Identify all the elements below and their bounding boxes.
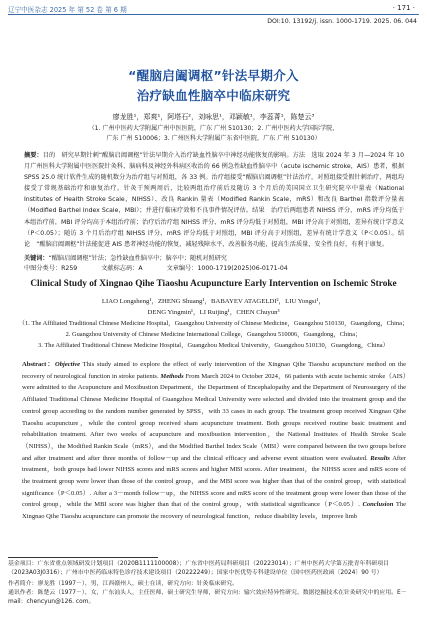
header-rule	[8, 14, 419, 15]
methods-text: From March 2024 to October 2024，66 patients with acute ischemic stroke（AIS）were admitted to the Acupuncture and Moxibustion Department，the Department of Encephalopathy and the Department of Neurosurgery of the Affiliated Traditional Chinese Medicine Hospital of Guangzhou Medical University were selected and divided into the treatment group and the control group according to the random number generated by SPSS，with 33 cases in each group. The treatment group received Xingnao Qihe Tiaoshu acupuncture，while the control group received sham acupuncture treatment. Both groups received routine basic treatment and rehabilitation treatment. After two weeks of acupuncture and moxibustion intervention，the National Institutes of Health Stroke Scale（NIHSS），the Modified Rankin Scale（mRS），and the Modified Barthel Index Scale（MBI）were compared between the two groups before and after treatment and after three months of follow－up and the clinical efficacy and adverse event situation were evaluated.	[22, 372, 406, 462]
title-en: Clinical Study of Xingnao Qihe Tiaoshu Acupuncture Early Intervention on Ischemic Stroke	[30, 279, 397, 289]
results-label: Results	[370, 454, 390, 462]
objective-label: Objective	[55, 361, 81, 368]
abstract-cn-text: 目的 研究早期针刺“醒脑启阖调枢”针法早期介入治疗缺血性脑卒中神经功能恢复的影响。方法 选取 2024 年 3 月—2024 年 10 月广州医科大学附属中医医院针灸科、脑病科及神经外科病区收治的 66 例急性缺血性脑卒中（acute ischemic stroke，AIS）患者，根据 SPSS 25.0 统计软件生成的随机数分为治疗组与对照组，各 33 例。治疗组接受“醒脑启阖调枢”针法治疗，对照组接受假针刺治疗，两组均接受了常规基础治疗和康复治疗。针灸干预两周后，比较两组治疗前后及随访 3 个月后的美国国立卫生研究院卒中量表（National Institutes of Health Stroke Scale，NIHSS）、改良 Rankin 量表（Modified Rankin Scale，mRS）和改良 Barthel 指数评分量表（Modified Barthel Index Scale，MBI）；并进行临床疗效和不良事件情况评估。结果 治疗后两组患者 NIHSS 评分、mRS 评分均低于本组治疗前，MBI 评分均高于本组治疗前；治疗后治疗组 NIHSS 评分、mRS 评分均低于对照组，MBI 评分高于对照组，差异有统计学意义（P＜0.05）；随访 3 个月后治疗组 NIHSS 评分、mRS 评分均低于对照组，MBI 评分高于对照组，差异有统计学意义（P＜0.05）。结论 “醒脑启阖调枢”针法能促进 AIS 患者神经功能的恢复，减轻残障水平，改善服务功能，提高生活质量，安全性良好，有利于康复。	[24, 152, 404, 248]
abstract-en-label: Abstract：	[22, 361, 55, 368]
clc-number: 中图分类号：R259	[24, 265, 78, 272]
abstract-cn-label: 摘要：	[24, 152, 43, 159]
affiliation-en-1: （1. The Affiliated Traditional Chinese Medicine Hospital，Guangzhou University of Chinese Medicine，Guangzhou 510130，Guangdong，China；	[18, 320, 409, 327]
affiliation-en-3: 3. The Affiliated Traditional Chinese Medicine Hospital，Guangzhou Medical University，Guangzhou 510130，Guangdong，China）	[38, 342, 389, 349]
footnote-funding: 基金项目：广东省重点领域研发计划项目（2020B1111100008）；广东省中医药局科研项目（20223014）；广州中医药大学第五批青年科研项目（2023A03J0316）；广州市中医药临床特色诊疗技术建设项目（20222249）；国家中医优势专科建设单位（国中医药医政函〔2024〕90 号）	[8, 561, 390, 576]
results-text: After treatment，both groups had lower NIHSS scores and mRS scores and higher MBI scores. After treatment，the NIHSS score and mRS score of the treatment group were lower than those of the control group，and the MBI score was higher than that of the control group，with statistical significance（P＜0.05）. After a 3－month follow－up，the NIHSS score and mRS score of the treatment group were lower than those of the control group，while the MBI score was higher than that of the control group，with statistical significance（P＜0.05）.	[22, 454, 407, 509]
authors-en-line2: DENG Yingmin¹，LI Ruijing¹，CHEN Chuyun³	[147, 309, 280, 316]
doi: DOI:10. 13192/j. issn. 1000-1719. 2025. 06. 044	[267, 18, 417, 25]
document-code: 文献标志码：A	[101, 265, 143, 272]
footnote-author: 作者简介：廖龙胜（1997－），男，江西赣州人，硕士在读，研究方向：针灸临床研究。	[8, 581, 238, 587]
authors-en-line1: LIAO Longsheng¹，ZHENG Shuang¹，BABAYEV ATAGELDI²，LIU Yongsi¹，	[101, 298, 326, 305]
title-cn-line2: 治疗缺血性脑卒中临床研究	[136, 88, 291, 103]
conclusion-text: The Xingnao Qihe Tiaoshu acupuncture can promote the recovery of neurological function，reduce disability levels，improve limb	[22, 501, 407, 521]
keywords-cn-label: 关键词：	[24, 255, 49, 262]
title-cn-line1: “醒脑启阖调枢”针法早期介入	[128, 68, 299, 83]
methods-label: Methods	[160, 372, 184, 380]
footnote-rule	[8, 557, 158, 558]
objective-text: This study aimed to explore the effect of early intervention of the Xingnao Qihe Tiaoshu acupuncture method on the recovery of neurological function in stroke patients.	[22, 361, 406, 380]
conclusion-label: Conclusion	[362, 501, 394, 509]
footnote-email: mail：chencyun@126. com。	[8, 599, 95, 605]
classification-row	[24, 263, 404, 272]
keywords-cn-text: “醒脑启阖调枢”针法；急性缺血性脑卒中；脑卒中；随机对照研究	[48, 255, 227, 262]
article-number: 文章编号：1000-1719(2025)06-0171-04	[166, 265, 288, 272]
abstract-cn	[24, 150, 404, 250]
journal-header: 辽宁中医杂志 2025 年 第 52 卷 第 6 期	[8, 6, 127, 14]
affiliation-cn-2: 广东 广州 510006；3. 广州医科大学附属广东省中医院，广东 广州 510130）	[106, 135, 321, 142]
authors-cn: 廖龙胜¹，郑爽¹，阿塔石²，刘咏思¹，邓颖敏¹，李蕊菁¹，陈楚云³	[112, 113, 315, 121]
affiliation-cn-1: （1. 广州中医药大学附属广州中医医院，广东 广州 510130；2. 广州中医药大学国际学院，	[88, 125, 339, 132]
page-number: · 171 ·	[392, 4, 415, 12]
footnote-correspondence: 通讯作者：陈楚云（1977－），女，广东汕头人，主任医师，硕士研究生导师，研究方向：输穴效应特异性研究、数据挖掘技术在针灸研究中的应用。E－	[8, 590, 407, 596]
abstract-en	[22, 359, 406, 523]
affiliation-en-2: 2. Guangzhou University of Chinese Medicine International College，Guangzhou 510006，Guangdong，China；	[65, 331, 362, 338]
